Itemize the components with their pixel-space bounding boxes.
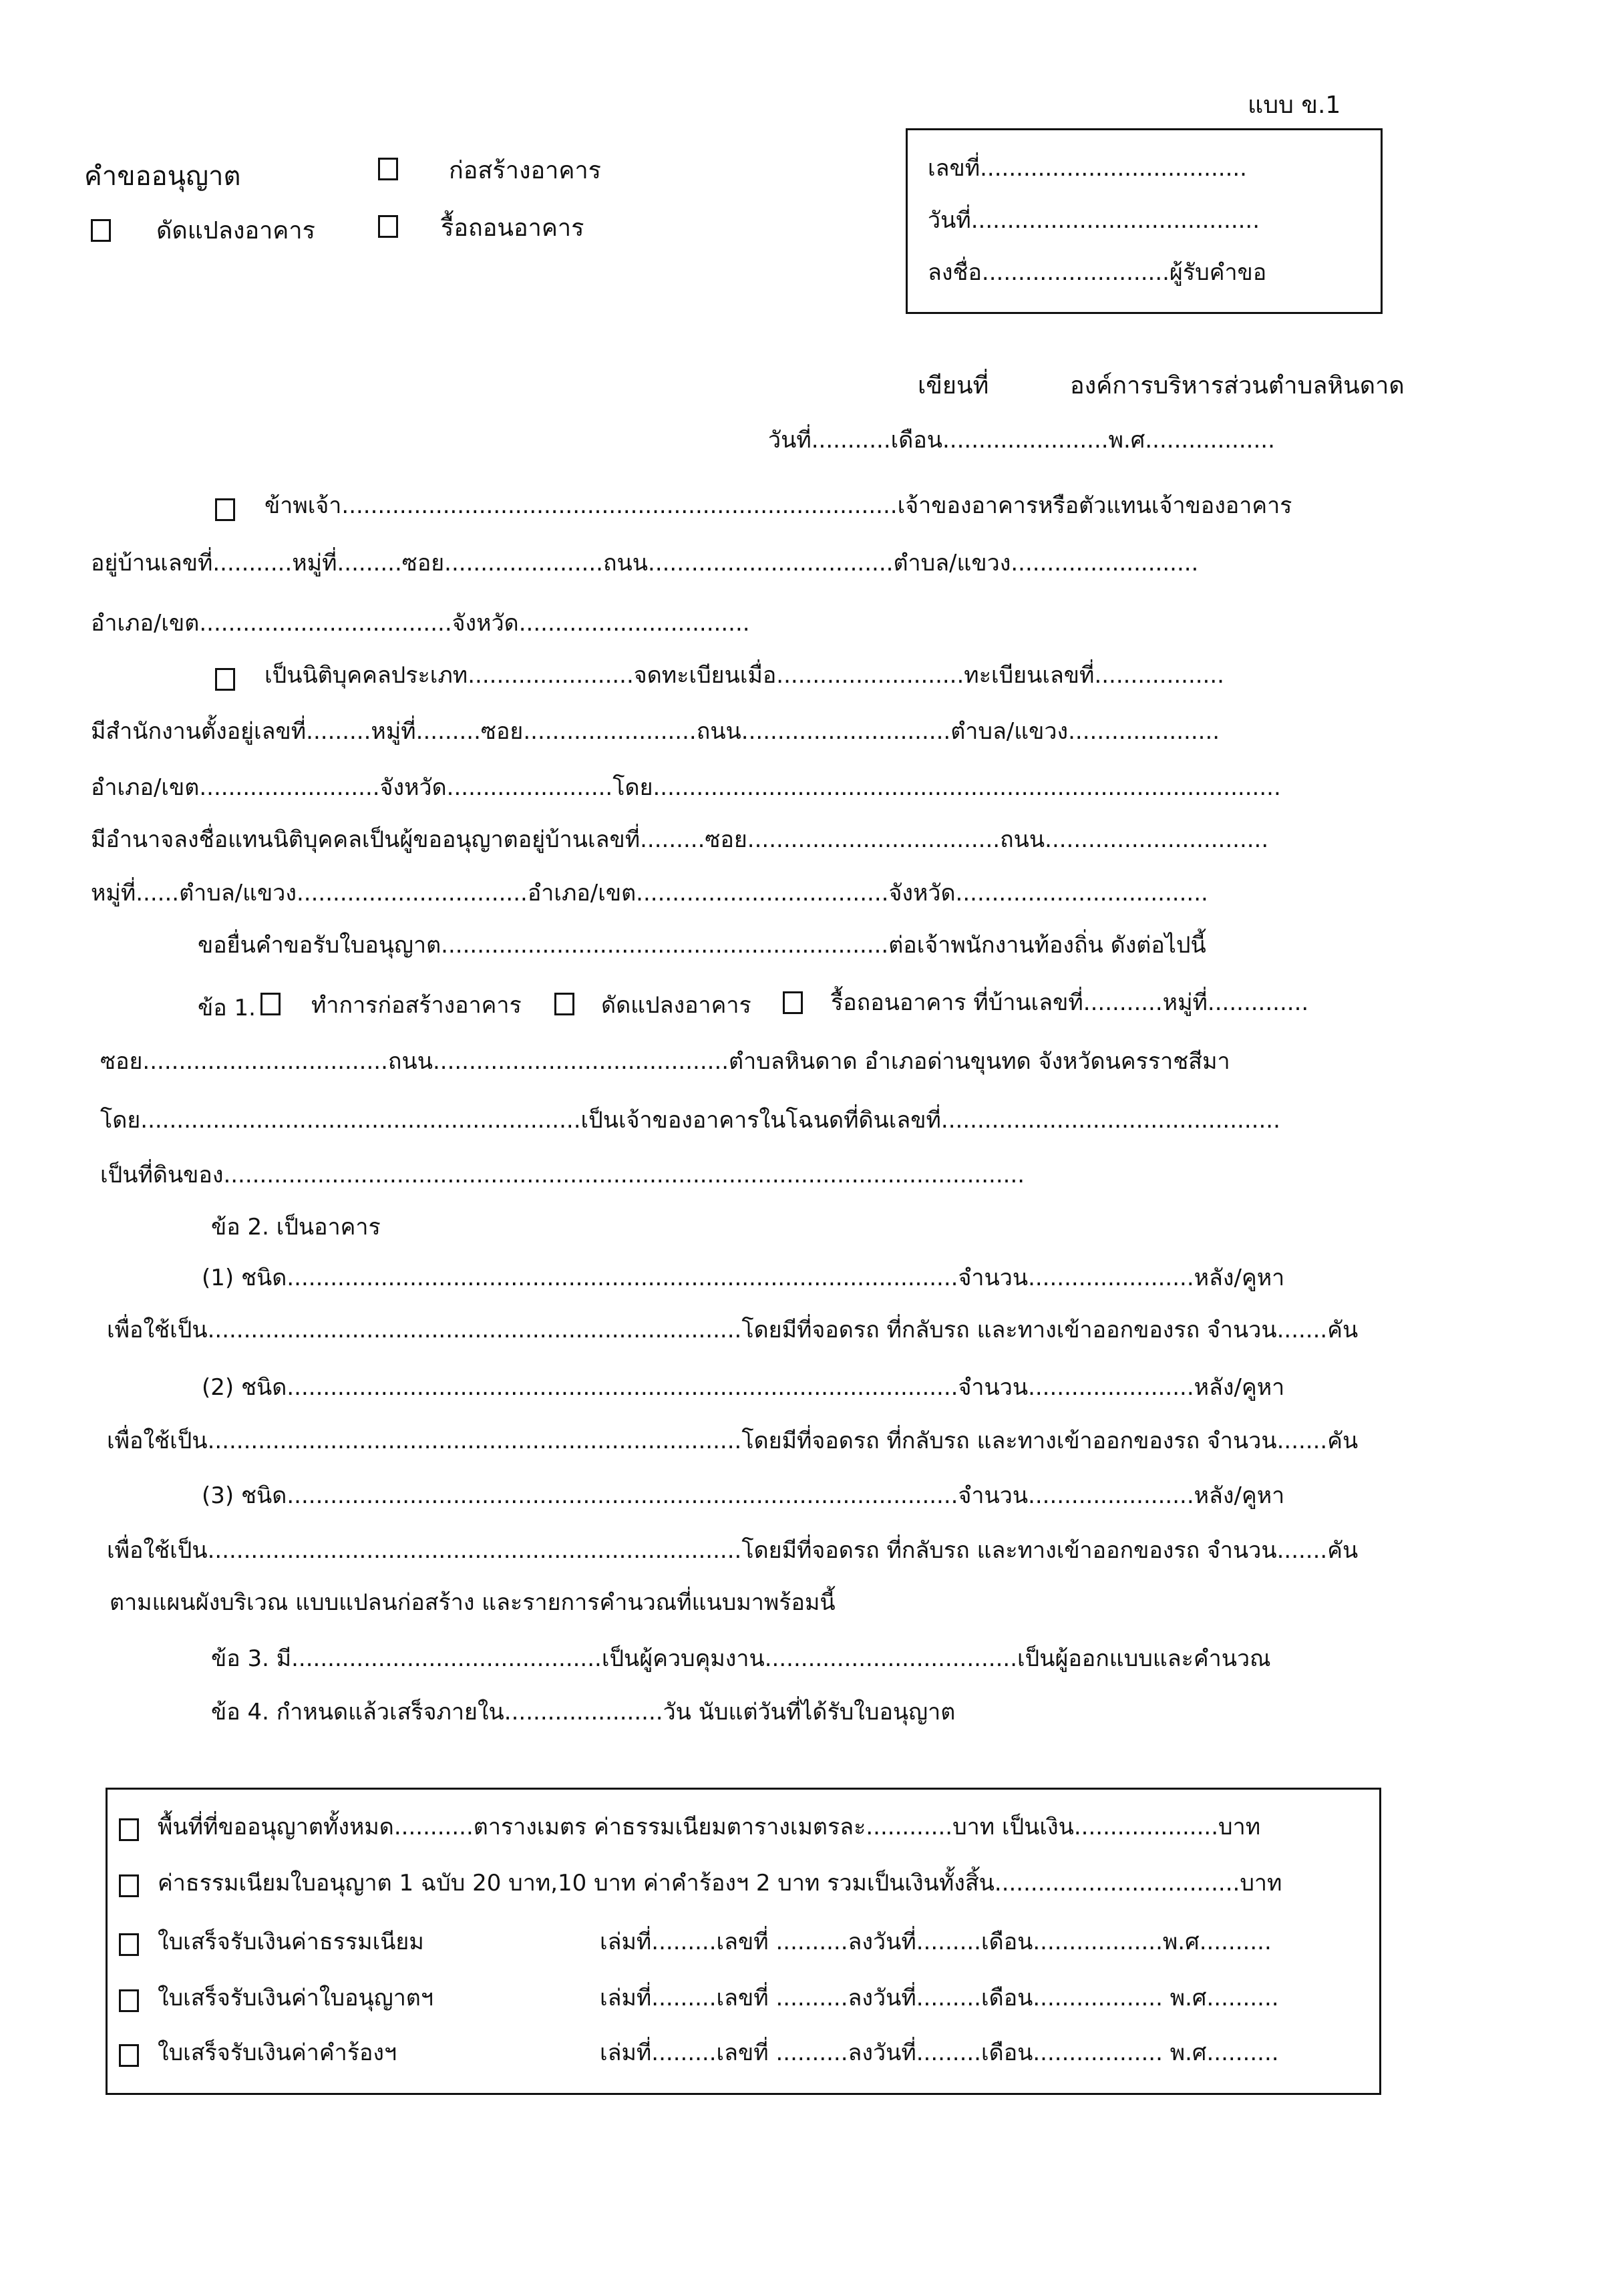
receiver-signature-field[interactable]: ลงชื่อ..........................ผู้รับคำขอ (928, 259, 1267, 286)
receipt-petition-detail-field[interactable]: เล่มที่.........เลขที่ ..........ลงวันที่.........เดือน.................. พ.ศ.......... (600, 2039, 1279, 2066)
building-1-use-field[interactable]: เพื่อใช้เป็น..........................................................................โดยมีที่จอดรถ ที่กลับรถ และทางเข้าออกของรถ จำนวน.......คัน (107, 1317, 1359, 1343)
application-date-field[interactable]: วันที่...........เดือน.......................พ.ศ.................. (768, 427, 1275, 454)
checkbox-area-fee[interactable] (119, 1818, 139, 1841)
form-title: คำขออนุญาต (84, 161, 241, 192)
receipt-petition-label: ใบเสร็จรับเงินค่าคำร้องฯ (158, 2039, 397, 2066)
juristic-type-field[interactable]: เป็นนิติบุคคลประเภท.......................จดทะเบียนเมื่อ..........................ทะเบียนเลขที่.................. (264, 662, 1224, 689)
form-code: แบบ ข.1 (1248, 92, 1341, 119)
item1-modify-label: ดัดแปลงอาคาร (601, 992, 751, 1019)
written-at-label: เขียนที่ (918, 372, 989, 399)
item1-location-field[interactable]: ซอย..................................ถนน.........................................ตำบลหินดาด อำเภอด่านขุนทด จังหวัดนครราชสีมา (100, 1048, 1230, 1075)
checkbox-receipt-petition[interactable] (119, 2044, 139, 2067)
item1-prefix: ข้อ 1. (198, 995, 256, 1021)
building-3-use-field[interactable]: เพื่อใช้เป็น..........................................................................โดยมีที่จอดรถ ที่กลับรถ และทางเข้าออกของรถ จำนวน.......คัน (107, 1537, 1359, 1564)
checkbox-receipt-fee[interactable] (119, 1933, 139, 1956)
option-demolish-label: รื้อถอนอาคาร (441, 214, 584, 242)
item1-land-owner-field[interactable]: เป็นที่ดินของ............................................................................................................... (100, 1162, 1025, 1188)
item1-checkbox-construct[interactable] (260, 993, 281, 1015)
signer-address-field[interactable]: หมู่ที่......ตำบล/แขวง................................อำเภอ/เขต...................................จังหวัด................................... (91, 880, 1208, 907)
receipt-date-field[interactable]: วันที่........................................ (928, 207, 1260, 234)
office-use-box (906, 128, 1383, 314)
checkbox-demolish[interactable] (378, 215, 398, 238)
item3-supervisor-designer-field[interactable]: ข้อ 3. มี...........................................เป็นผู้ควบคุมงาน...................................เป็นผู้ออกแบบและคำนวณ (211, 1645, 1271, 1672)
item1-checkbox-modify[interactable] (554, 993, 574, 1015)
option-construct-label: ก่อสร้างอาคาร (449, 157, 601, 184)
juristic-district-field[interactable]: อำเภอ/เขต.........................จังหวัด.......................โดย....................................................................................... (91, 774, 1281, 801)
applicant-address-field[interactable]: อยู่บ้านเลขที่...........หมู่ที่.........ซอย......................ถนน..................................ตำบล/แขวง.......................... (91, 550, 1199, 577)
option-modify-label: ดัดแปลงอาคาร (156, 217, 315, 244)
juristic-office-address-field[interactable]: มีสำนักงานตั้งอยู่เลขที่.........หมู่ที่.........ซอย........................ถนน.............................ตำบล/แขวง..................... (91, 718, 1220, 745)
building-3-kind-field[interactable]: (3) ชนิด.............................................................................................จำนวน.......................หลัง/คูหา (202, 1482, 1285, 1509)
checkbox-construct[interactable] (378, 158, 398, 180)
applicant-district-field[interactable]: อำเภอ/เขต...................................จังหวัด................................ (91, 610, 750, 637)
receipt-number-field[interactable]: เลขที่..................................... (928, 155, 1247, 182)
building-2-kind-field[interactable]: (2) ชนิด.............................................................................................จำนวน.......................หลัง/คูหา (202, 1374, 1285, 1401)
item1-demolish-address-field[interactable]: รื้อถอนอาคาร ที่บ้านเลขที่...........หมู่ที่.............. (831, 989, 1309, 1016)
checkbox-juristic[interactable] (215, 668, 235, 691)
building-1-kind-field[interactable]: (1) ชนิด.............................................................................................จำนวน.......................หลัง/คูหา (202, 1265, 1285, 1291)
receipt-fee-detail-field[interactable]: เล่มที่.........เลขที่ ..........ลงวันที่.........เดือน..................พ.ศ.......... (600, 1929, 1272, 1955)
permit-request-field[interactable]: ขอยื่นคำขอรับใบอนุญาต..............................................................ต่อเจ้าพนักงานท้องถิ่น ดังต่อไปนี้ (198, 932, 1206, 959)
attached-plans-note: ตามแผนผังบริเวณ แบบแปลนก่อสร้าง และรายการคำนวณที่แนบมาพร้อมนี้ (110, 1589, 836, 1616)
receipt-fee-label: ใบเสร็จรับเงินค่าธรรมเนียม (158, 1929, 424, 1955)
permit-fee-field[interactable]: ค่าธรรมเนียมใบอนุญาต 1 ฉบับ 20 บาท,10 บาท ค่าคำร้องฯ 2 บาท รวมเป็นเงินทั้งสิ้น..................................บาท (158, 1870, 1282, 1897)
building-2-use-field[interactable]: เพื่อใช้เป็น..........................................................................โดยมีที่จอดรถ ที่กลับรถ และทางเข้าออกของรถ จำนวน.......คัน (107, 1428, 1359, 1454)
checkbox-permit-fee[interactable] (119, 1874, 139, 1897)
checkbox-individual[interactable] (215, 498, 235, 521)
item1-title-deed-field[interactable]: โดย.............................................................เป็นเจ้าของอาคารในโฉนดที่ดินเลขที่............................................... (100, 1107, 1280, 1134)
item4-completion-days-field[interactable]: ข้อ 4. กำหนดแล้วเสร็จภายใน......................วัน นับแต่วันที่ได้รับใบอนุญาต (211, 1699, 956, 1726)
item1-construct-label: ทำการก่อสร้างอาคาร (311, 992, 522, 1019)
receipt-permit-detail-field[interactable]: เล่มที่.........เลขที่ ..........ลงวันที่.........เดือน.................. พ.ศ.......... (600, 1985, 1279, 2011)
item1-checkbox-demolish[interactable] (783, 991, 803, 1014)
written-at-place: องค์การบริหารส่วนตำบลหินดาด (1070, 372, 1405, 399)
checkbox-modify[interactable] (91, 219, 111, 242)
receipt-permit-label: ใบเสร็จรับเงินค่าใบอนุญาตฯ (158, 1985, 433, 2011)
authorized-signer-field[interactable]: มีอำนาจลงชื่อแทนนิติบุคคลเป็นผู้ขออนุญาตอยู่บ้านเลขที่.........ซอย...................................ถนน............................... (91, 826, 1269, 853)
applicant-name-field[interactable]: ข้าพเจ้า.............................................................................เจ้าของอาคารหรือตัวแทนเจ้าของอาคาร (264, 492, 1292, 519)
checkbox-receipt-permit[interactable] (119, 1989, 139, 2012)
item2-title: ข้อ 2. เป็นอาคาร (211, 1214, 381, 1241)
area-fee-field[interactable]: พื้นที่ที่ขออนุญาตทั้งหมด...........ตารางเมตร ค่าธรรมเนียมตารางเมตรละ............บาท เป็นเงิน....................บาท (158, 1814, 1261, 1840)
